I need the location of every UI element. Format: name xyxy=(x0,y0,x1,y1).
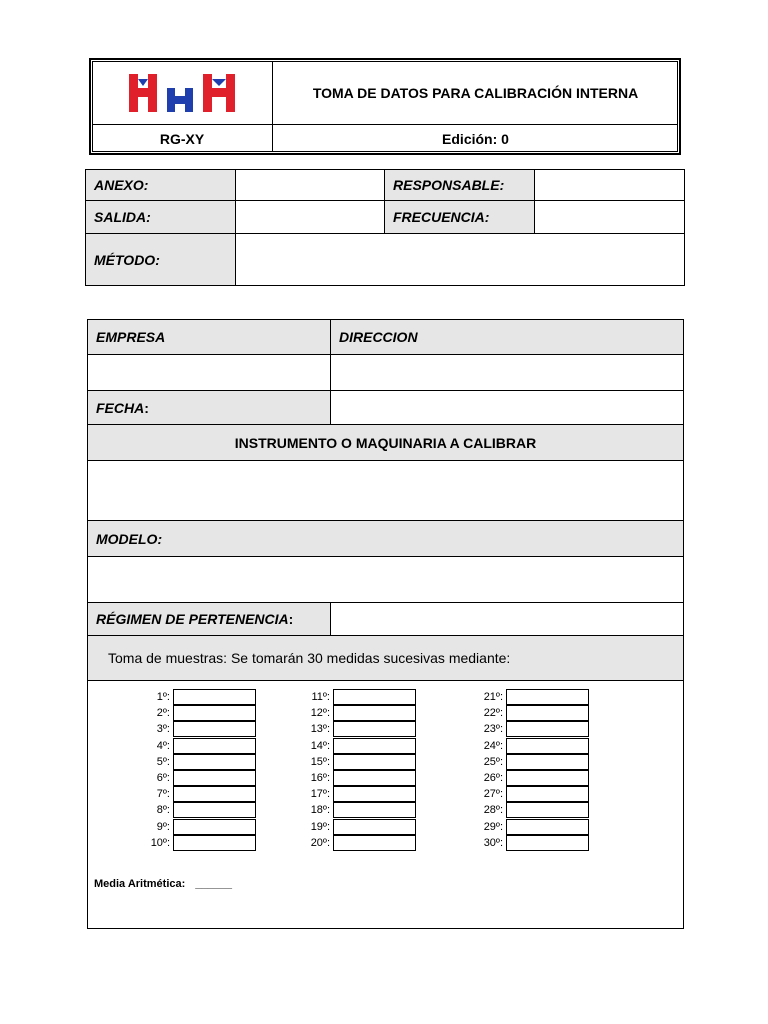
sample-number: 23º: xyxy=(483,723,503,736)
regimen-field[interactable] xyxy=(330,602,684,636)
sample-value-field[interactable] xyxy=(333,770,416,786)
media-blank: ______ xyxy=(195,878,233,890)
sample-row xyxy=(133,835,256,851)
logo-h-middle xyxy=(167,88,193,112)
sample-row xyxy=(293,721,416,737)
sample-value-field[interactable] xyxy=(506,754,589,770)
document-edition: Edición: 0 xyxy=(442,130,509,147)
sample-value-field[interactable] xyxy=(333,835,416,851)
sample-value-field[interactable] xyxy=(173,786,256,802)
sample-value-field[interactable] xyxy=(506,689,589,705)
sample-row xyxy=(466,835,589,851)
sample-row xyxy=(133,689,256,705)
sample-row xyxy=(293,819,416,835)
sample-row xyxy=(293,705,416,721)
sample-value-field[interactable] xyxy=(333,689,416,705)
sample-value-field[interactable] xyxy=(506,770,589,786)
salida-field[interactable] xyxy=(235,200,385,234)
sample-number: 5º: xyxy=(156,755,170,768)
sample-value-field[interactable] xyxy=(173,835,256,851)
modelo-field[interactable] xyxy=(87,556,684,603)
sample-value-field[interactable] xyxy=(173,770,256,786)
sample-row xyxy=(293,689,416,705)
sample-row xyxy=(466,738,589,754)
responsable-field[interactable] xyxy=(534,169,685,201)
sample-value-field[interactable] xyxy=(333,754,416,770)
sample-row xyxy=(293,754,416,770)
sample-number: 22º: xyxy=(483,707,503,720)
sample-row xyxy=(466,770,589,786)
sample-number: 21º: xyxy=(483,691,503,703)
logo-cell xyxy=(92,61,273,125)
sample-value-field[interactable] xyxy=(173,689,256,705)
sample-number: 16º: xyxy=(310,772,330,784)
sample-number: 14º: xyxy=(310,739,330,752)
sample-value-field[interactable] xyxy=(333,705,416,721)
sample-value-field[interactable] xyxy=(333,802,416,818)
media-aritmetica xyxy=(94,876,232,892)
sample-row xyxy=(133,786,256,802)
sample-number: 29º: xyxy=(483,820,503,833)
sample-value-field[interactable] xyxy=(173,721,256,737)
direccion-field[interactable] xyxy=(330,354,684,391)
empresa-label: EMPRESA xyxy=(87,319,331,355)
sample-number: 13º: xyxy=(310,723,330,736)
direccion-label: DIRECCION xyxy=(330,319,684,355)
sample-number: 27º: xyxy=(483,788,503,801)
sample-value-field[interactable] xyxy=(173,754,256,770)
sample-row xyxy=(466,819,589,835)
sample-value-field[interactable] xyxy=(173,738,256,754)
sample-number: 4º: xyxy=(156,739,170,752)
salida-label: SALIDA: xyxy=(85,200,236,234)
anexo-field[interactable] xyxy=(235,169,385,201)
sample-number: 19º: xyxy=(310,820,330,833)
fecha-label xyxy=(87,390,331,425)
sample-number: 18º: xyxy=(310,804,330,817)
sample-row xyxy=(466,786,589,802)
sample-number: 3º: xyxy=(156,723,170,736)
sample-value-field[interactable] xyxy=(173,705,256,721)
sample-number: 2º: xyxy=(156,707,170,720)
metodo-field[interactable] xyxy=(235,233,685,286)
media-label: Media Aritmética: xyxy=(94,878,186,890)
regimen-label xyxy=(87,602,331,636)
sample-row xyxy=(466,689,589,705)
sample-value-field[interactable] xyxy=(506,738,589,754)
sample-row xyxy=(466,721,589,737)
sample-value-field[interactable] xyxy=(173,819,256,835)
sample-row xyxy=(133,705,256,721)
sample-value-field[interactable] xyxy=(506,802,589,818)
sample-row xyxy=(133,802,256,818)
sample-number: 8º: xyxy=(156,804,170,817)
sample-number: 6º: xyxy=(156,772,170,784)
frecuencia-label: FRECUENCIA: xyxy=(384,200,535,234)
sample-number: 30º: xyxy=(483,836,503,849)
sample-number: 24º: xyxy=(483,739,503,752)
modelo-label: MODELO: xyxy=(87,520,684,557)
sample-row xyxy=(466,802,589,818)
instrumento-field[interactable] xyxy=(87,460,684,521)
sample-row xyxy=(133,819,256,835)
sample-row xyxy=(466,754,589,770)
sample-value-field[interactable] xyxy=(506,835,589,851)
sample-number: 28º: xyxy=(483,804,503,817)
sample-number: 11º: xyxy=(311,691,330,703)
sample-value-field[interactable] xyxy=(506,819,589,835)
sample-row xyxy=(293,786,416,802)
sample-value-field[interactable] xyxy=(333,721,416,737)
sample-row xyxy=(133,770,256,786)
sample-value-field[interactable] xyxy=(506,705,589,721)
sample-value-field[interactable] xyxy=(506,786,589,802)
sample-number: 7º: xyxy=(156,788,170,801)
sample-row xyxy=(466,705,589,721)
instrumento-heading: INSTRUMENTO O MAQUINARIA A CALIBRAR xyxy=(87,424,684,461)
sample-row xyxy=(293,770,416,786)
sample-row xyxy=(133,738,256,754)
responsable-label: RESPONSABLE: xyxy=(384,169,535,201)
sample-number: 15º: xyxy=(310,755,330,768)
anexo-label: ANEXO: xyxy=(85,169,236,201)
regimen-colon: : xyxy=(288,611,294,627)
sample-value-field[interactable] xyxy=(333,819,416,835)
fecha-field[interactable] xyxy=(330,390,684,425)
sample-number: 10º: xyxy=(150,836,170,849)
fecha-colon: : xyxy=(144,399,149,416)
sample-number: 9º: xyxy=(156,820,170,833)
sample-row xyxy=(293,738,416,754)
sample-number: 12º: xyxy=(310,707,330,720)
frecuencia-field[interactable] xyxy=(534,200,685,234)
company-logo xyxy=(129,74,235,112)
document-code: RG-XY xyxy=(92,125,273,152)
sample-row xyxy=(293,835,416,851)
sample-row xyxy=(133,754,256,770)
sample-number: 20º: xyxy=(310,836,330,849)
sample-number: 17º: xyxy=(310,788,330,801)
sample-number: 1º: xyxy=(156,691,170,703)
metodo-label: MÉTODO: xyxy=(85,233,236,286)
sample-value-field[interactable] xyxy=(333,738,416,754)
sample-row xyxy=(133,721,256,737)
document-title: TOMA DE DATOS PARA CALIBRACIÓN INTERNA xyxy=(273,61,678,125)
sample-value-field[interactable] xyxy=(173,802,256,818)
regimen-label-text: RÉGIMEN DE PERTENENCIA xyxy=(96,611,289,627)
empresa-field[interactable] xyxy=(87,354,331,391)
sample-row xyxy=(293,802,416,818)
toma-muestras-text: Toma de muestras: Se tomarán 30 medidas sucesivas mediante: xyxy=(87,635,684,681)
sample-value-field[interactable] xyxy=(506,721,589,737)
sample-value-field[interactable] xyxy=(333,786,416,802)
sample-number: 26º: xyxy=(483,772,503,784)
sample-number: 25º: xyxy=(483,755,503,768)
fecha-label-text: FECHA xyxy=(96,399,145,416)
